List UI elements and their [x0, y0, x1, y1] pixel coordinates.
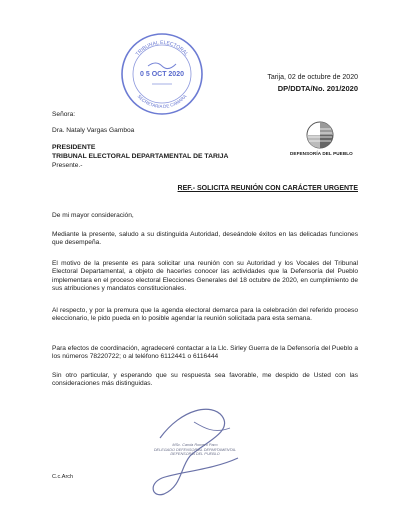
- addressee-institution: TRIBUNAL ELECTORAL DEPARTAMENTAL DE TARIJA: [52, 153, 229, 160]
- signer-institution: DEFENSORÍA DEL PUEBLO: [170, 452, 220, 457]
- signer-name: MSc. Carola Romero Paco: [172, 443, 218, 447]
- paragraph-3: Al respecto, y por la premura que la agenda electoral demarca para la celebración del referido proceso eleccionario, le pido pueda en lo posible agendar la reunión solicitada para esta semana.: [52, 307, 358, 323]
- paragraph-5: Sin otro particular, y esperando que su respuesta sea favorable, me despido de Usted con las consideraciones más distinguidas.: [52, 372, 358, 388]
- paragraph-2: El motivo de la presente es para solicitar una reunión con su Autoridad y los Vocales del Tribunal Electoral Departamental, a objeto de hacerles conocer las actividades que la Defensoría del Pueblo implementara en el proceso electoral Elecciones Generales del 18 octubre de 2020, en cumplimiento de sus atribuciones y mandatos constitucionales.: [52, 260, 358, 293]
- paragraph-4: Para efectos de coordinación, agradeceré contactar a la Llc. Sirley Guerra de la Defensoría del Pueblo a los números 78220722; o al teléfono 6112441 o 6116444: [52, 345, 358, 361]
- salutation: Señora:: [52, 111, 76, 118]
- addressee-name: Dra. Nataly Vargas Gamboa: [52, 127, 135, 134]
- place-date: Tarija, 02 de octubre de 2020: [267, 74, 358, 81]
- svg-text:TRIBUNAL ELECTORAL: [135, 40, 189, 58]
- signer-title: DELEGADO DEFENSORIAL DEPARTAMENTAL: [153, 447, 237, 452]
- stamp-date: 0 5 OCT 2020: [140, 71, 184, 78]
- svg-text:SECRETARIA DE CAMARA: [137, 94, 188, 109]
- signature-block: [150, 443, 240, 457]
- paragraph-1: Mediante la presente, saludo a su distinguida Autoridad, deseándole éxitos en las delicadas funciones que desempeña.: [52, 231, 358, 247]
- greeting: De mi mayor consideración,: [52, 212, 134, 219]
- received-stamp: [118, 30, 206, 118]
- logo-text: DEFENSORÍA DEL PUEBLO: [290, 151, 353, 156]
- cc-line: C.c.Arch: [52, 474, 74, 480]
- stamp-top-text: TRIBUNAL ELECTORAL: [134, 39, 190, 58]
- addressee-role: PRESIDENTE: [52, 144, 96, 151]
- logo-emblem-icon: [305, 120, 335, 150]
- reference-line: REF.- SOLICITA REUNIÓN CON CARÁCTER URGENTE: [177, 185, 358, 192]
- presente-line: Presente.-: [52, 162, 83, 169]
- defensoria-logo: [290, 120, 353, 156]
- stamp-bottom-text: SECRETARIA DE CAMARA: [136, 93, 188, 110]
- document-number: DP/DDTA/No. 201/2020: [277, 84, 358, 93]
